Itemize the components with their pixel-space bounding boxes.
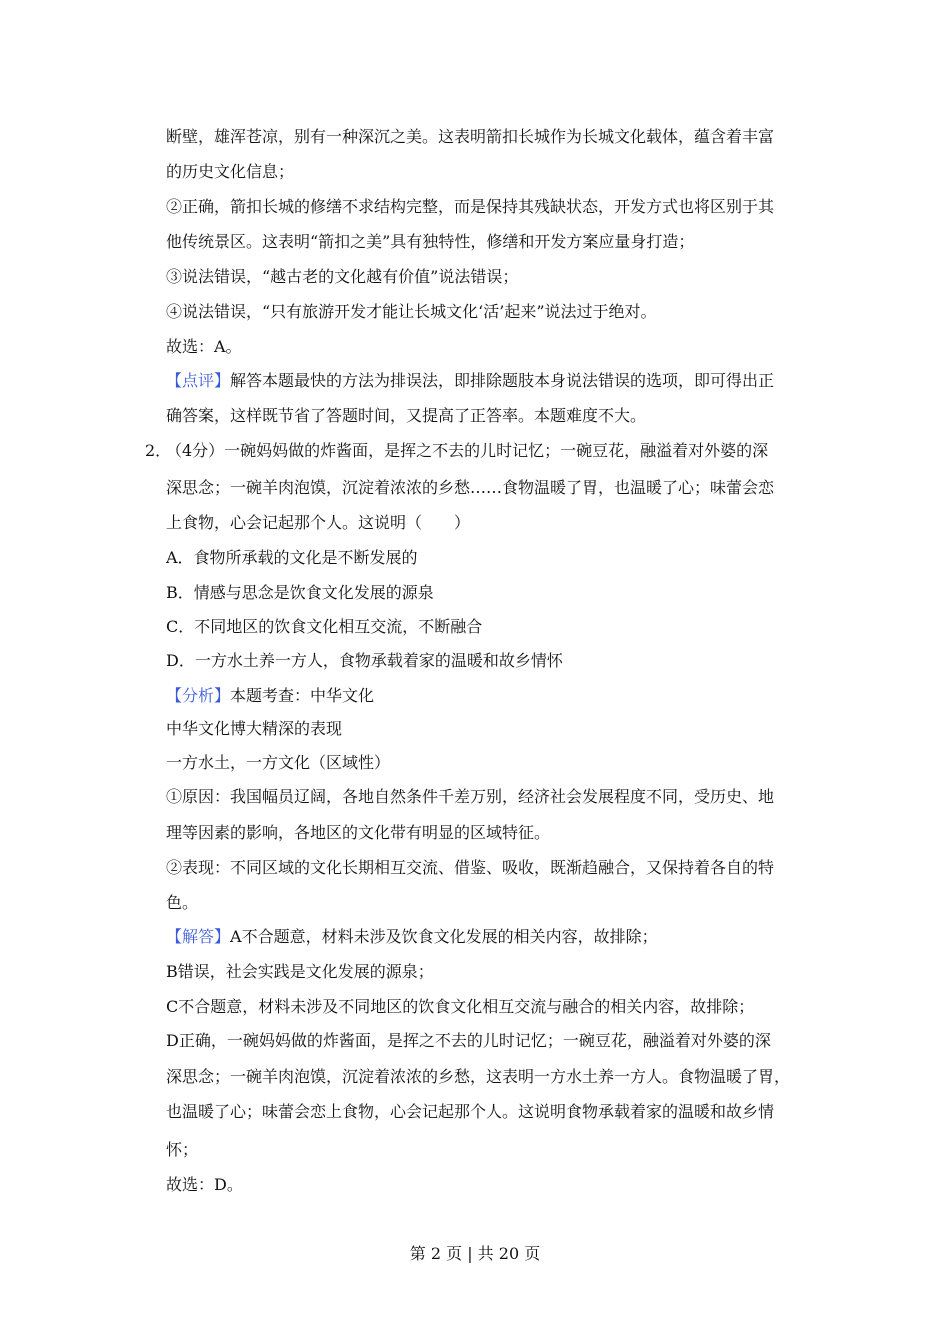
answer-line: 也温暖了心；味蕾会恋上食物，心会记起那个人。这说明食物承载着家的温暖和故乡情 xyxy=(166,1102,775,1121)
text-line: ③说法错误，“越古老的文化越有价值”说法错误； xyxy=(166,267,519,286)
answer-text: A不合题意，材料未涉及饮食文化发展的相关内容，故排除； xyxy=(230,927,658,946)
option-d: D．一方水土养一方人，食物承载着家的温暖和故乡情怀 xyxy=(166,651,563,670)
page-footer: 第 2 页 | 共 20 页 xyxy=(409,1244,541,1263)
answer-line xyxy=(166,926,658,948)
analysis-line: 色。 xyxy=(166,893,199,912)
question-stem: （4分）一碗妈妈做的炸酱面，是挥之不去的儿时记忆；一碗豆花，融溢着对外婆的深 xyxy=(166,441,769,460)
review-line xyxy=(166,370,774,392)
question-stem: 上食物，心会记起那个人。这说明（ ） xyxy=(166,513,471,532)
question-number: 2． xyxy=(145,441,172,460)
answer-tag: 【解答】 xyxy=(166,927,231,946)
analysis-line: 一方水土，一方文化（区域性） xyxy=(166,753,391,772)
review-line: 确答案，这样既节省了答题时间，又提高了正答率。本题难度不大。 xyxy=(166,406,647,425)
review-text: 解答本题最快的方法为排误法，即排除题肢本身说法错误的选项，即可得出正 xyxy=(230,371,775,390)
answer-line: B错误，社会实践是文化发展的源泉； xyxy=(166,962,434,981)
analysis-line: ②表现：不同区域的文化长期相互交流、借鉴、吸收，既渐趋融合，又保持着各自的特 xyxy=(166,858,775,877)
analysis-line: ①原因：我国幅员辽阔，各地自然条件千差万别，经济社会发展程度不同，受历史、地 xyxy=(166,787,775,806)
answer-line: 怀； xyxy=(166,1140,199,1159)
option-c: C．不同地区的饮食文化相互交流，不断融合 xyxy=(166,617,483,636)
answer-line: 深思念；一碗羊肉泡馍，沉淀着浓浓的乡愁，这表明一方水土养一方人。食物温暖了胃， xyxy=(166,1067,791,1086)
text-line: ②正确，箭扣长城的修缮不求结构完整，而是保持其残缺状态，开发方式也将区别于其 xyxy=(166,197,775,216)
answer-line: D正确，一碗妈妈做的炸酱面，是挥之不去的儿时记忆；一碗豆花，融溢着对外婆的深 xyxy=(166,1031,771,1050)
answer-line: C不合题意，材料未涉及不同地区的饮食文化相互交流与融合的相关内容，故排除； xyxy=(166,997,755,1016)
option-b: B．情感与思念是饮食文化发展的源泉 xyxy=(166,583,434,602)
analysis-tag: 【分析】 xyxy=(166,686,231,705)
question-stem: 深思念；一碗羊肉泡馍，沉淀着浓浓的乡愁……食物温暖了胃，也温暖了心；味蕾会恋 xyxy=(166,478,775,497)
text-line: 他传统景区。这表明“箭扣之美”具有独特性，修缮和开发方案应量身打造； xyxy=(166,232,695,251)
answer-line: 故选：D。 xyxy=(166,1175,243,1194)
analysis-line: 中华文化博大精深的表现 xyxy=(166,719,343,738)
analysis-text: 本题考查：中华文化 xyxy=(230,686,375,705)
text-line: 的历史文化信息； xyxy=(166,162,295,181)
text-line: 断壁，雄浑苍凉，别有一种深沉之美。这表明箭扣长城作为长城文化载体，蕴含着丰富 xyxy=(166,127,775,146)
text-line: ④说法错误，“只有旅游开发才能让长城文化‘活’起来”说法过于绝对。 xyxy=(166,302,657,321)
review-tag: 【点评】 xyxy=(166,371,231,390)
analysis-line xyxy=(166,685,374,707)
analysis-line: 理等因素的影响，各地区的文化带有明显的区域特征。 xyxy=(166,823,551,842)
option-a: A．食物所承载的文化是不断发展的 xyxy=(166,548,418,567)
text-line: 故选：A。 xyxy=(166,337,242,356)
